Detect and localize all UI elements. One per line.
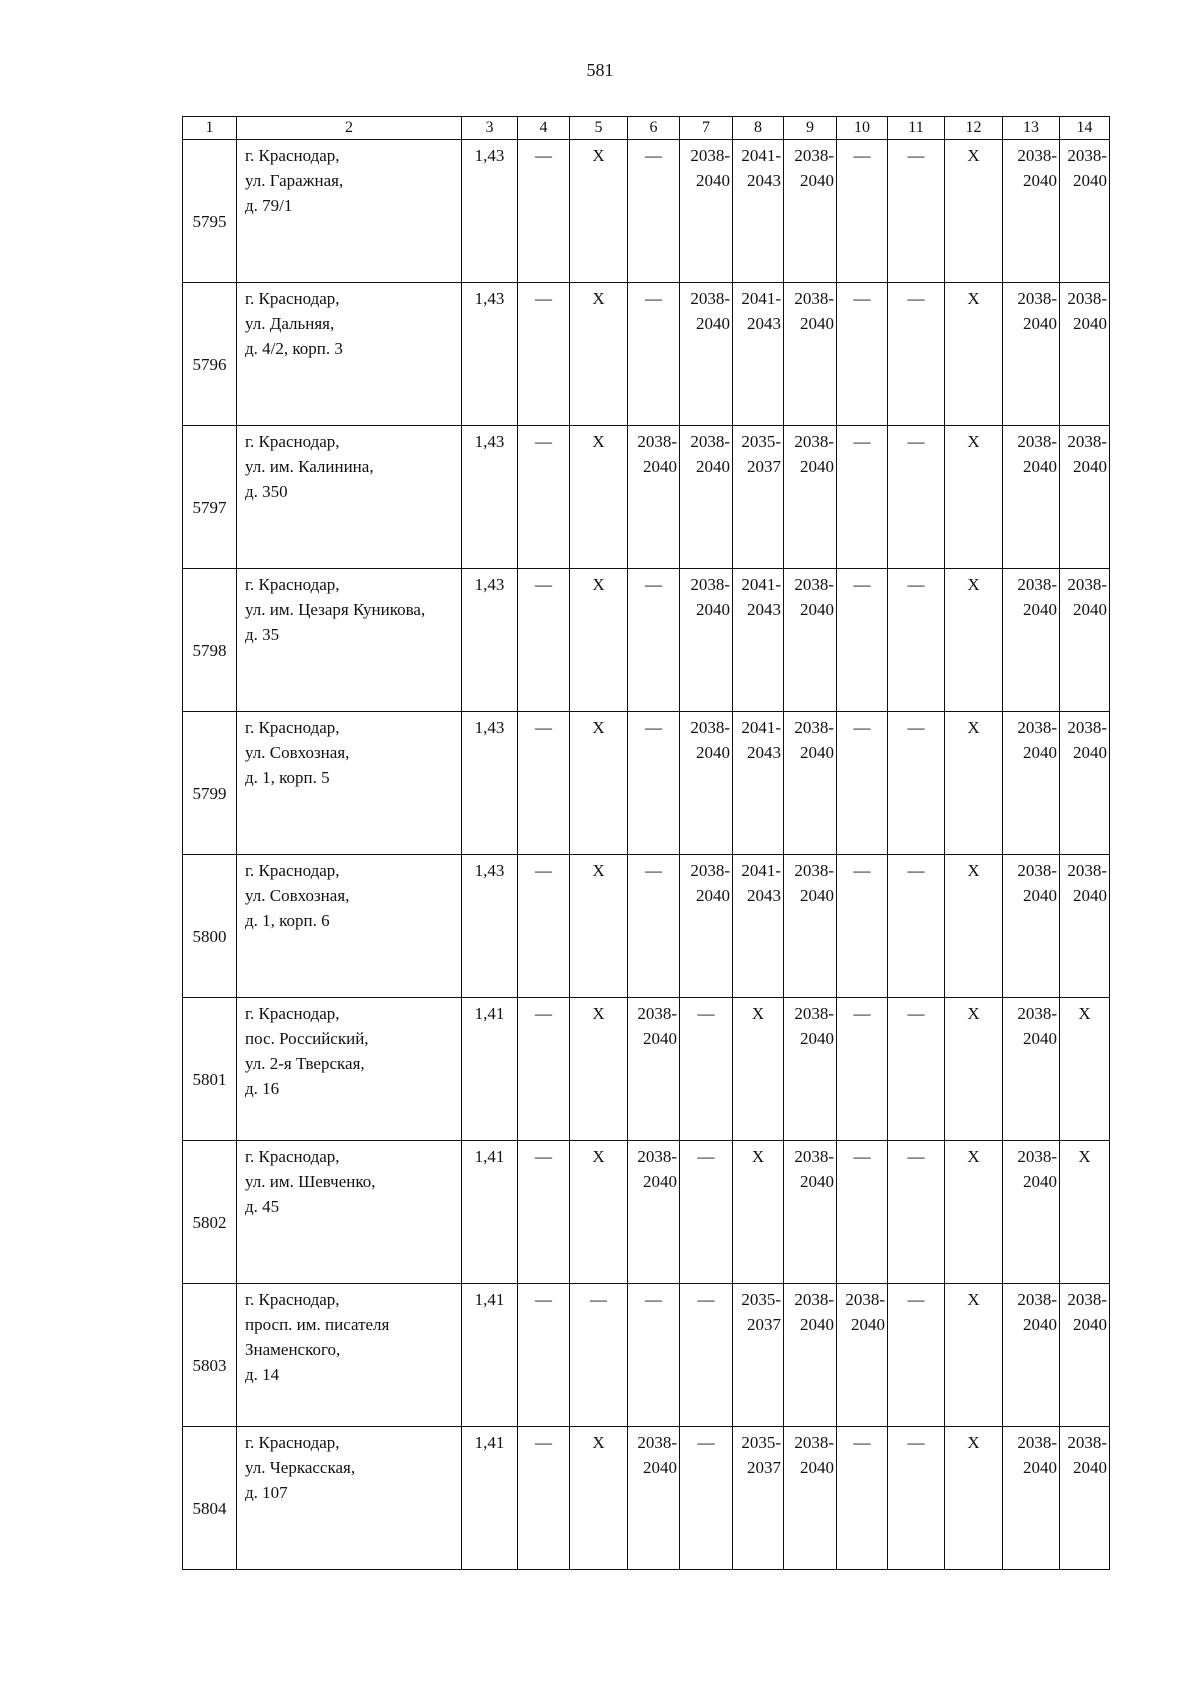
value-cell-c13 — [1003, 855, 1060, 998]
row-number: 5798 — [183, 569, 237, 712]
column-header: 1 — [183, 117, 237, 140]
address-cell — [237, 1141, 462, 1284]
value-cell-c8 — [733, 1284, 784, 1427]
value-cell-c13 — [1003, 569, 1060, 712]
period-line: 2038- — [1067, 146, 1107, 165]
value-cell-c14 — [1060, 1427, 1110, 1570]
period-line: 2038- — [1067, 289, 1107, 308]
value-cell-c10 — [837, 1284, 888, 1427]
value-cell-c11: — — [888, 1427, 945, 1570]
value-cell-c5: X — [570, 283, 628, 426]
value-cell-c13 — [1003, 1141, 1060, 1284]
row-number: 5799 — [183, 712, 237, 855]
address-line: д. 1, корп. 5 — [245, 768, 330, 787]
table-row — [183, 712, 1110, 855]
period-line: 2038- — [794, 289, 834, 308]
period-line: 2040 — [1073, 457, 1107, 476]
value-cell-c7: — — [680, 1141, 733, 1284]
value-cell-c8 — [733, 855, 784, 998]
period-line: 2040 — [1073, 743, 1107, 762]
value-cell-c13 — [1003, 998, 1060, 1141]
period-line: 2038- — [794, 1147, 834, 1166]
value-cell-c3: 1,43 — [462, 426, 518, 569]
period-line: 2041- — [741, 575, 781, 594]
value-cell-c9 — [784, 1284, 837, 1427]
period-line: 2038- — [1067, 861, 1107, 880]
value-cell-c13 — [1003, 1284, 1060, 1427]
column-header: 8 — [733, 117, 784, 140]
address-line: Знаменского, — [245, 1340, 341, 1359]
address-line: д. 16 — [245, 1079, 280, 1098]
value-cell-c3: 1,41 — [462, 998, 518, 1141]
value-cell-c4: — — [518, 1284, 570, 1427]
period-line: 2040 — [800, 1172, 834, 1191]
table-row — [183, 1427, 1110, 1570]
period-line: 2040 — [696, 171, 730, 190]
address-line: г. Краснодар, — [245, 861, 340, 880]
period-line: 2038- — [1017, 1004, 1057, 1023]
value-cell-c7 — [680, 569, 733, 712]
period-line: 2040 — [800, 600, 834, 619]
value-cell-c6 — [628, 426, 680, 569]
value-cell-c9 — [784, 1427, 837, 1570]
table-row — [183, 283, 1110, 426]
value-cell-c3: 1,43 — [462, 283, 518, 426]
period-line: 2040 — [1073, 171, 1107, 190]
value-cell-c5: X — [570, 712, 628, 855]
column-header: 2 — [237, 117, 462, 140]
table-row — [183, 855, 1110, 998]
address-line: д. 350 — [245, 482, 288, 501]
value-cell-c7 — [680, 283, 733, 426]
period-line: 2040 — [1023, 1029, 1057, 1048]
column-header: 7 — [680, 117, 733, 140]
value-cell-c3: 1,41 — [462, 1141, 518, 1284]
period-line: 2043 — [747, 314, 781, 333]
period-line: 2040 — [643, 1172, 677, 1191]
value-cell-c7: — — [680, 1284, 733, 1427]
value-cell-c7 — [680, 855, 733, 998]
period-line: 2040 — [696, 886, 730, 905]
address-line: г. Краснодар, — [245, 432, 340, 451]
address-line: г. Краснодар, — [245, 1147, 340, 1166]
row-number: 5801 — [183, 998, 237, 1141]
address-cell — [237, 998, 462, 1141]
address-cell — [237, 1284, 462, 1427]
value-cell-c11: — — [888, 283, 945, 426]
address-line: д. 14 — [245, 1365, 280, 1384]
period-line: 2040 — [800, 743, 834, 762]
register-table — [182, 116, 1110, 1570]
period-line: 2040 — [1023, 314, 1057, 333]
period-line: 2038- — [1017, 1433, 1057, 1452]
row-number: 5800 — [183, 855, 237, 998]
period-line: 2035- — [741, 1433, 781, 1452]
address-line: г. Краснодар, — [245, 289, 340, 308]
value-cell-c6: — — [628, 855, 680, 998]
period-line: 2040 — [800, 886, 834, 905]
value-cell-c14 — [1060, 283, 1110, 426]
value-cell-c12: X — [945, 1284, 1003, 1427]
period-line: 2038- — [1017, 1147, 1057, 1166]
value-cell-c6 — [628, 1141, 680, 1284]
value-cell-c6: — — [628, 1284, 680, 1427]
address-line: ул. Черкасская, — [245, 1458, 356, 1477]
page-number: 581 — [586, 60, 614, 80]
period-line: 2038- — [1017, 575, 1057, 594]
value-cell-c4: — — [518, 712, 570, 855]
value-cell-c10: — — [837, 569, 888, 712]
table-body — [183, 140, 1110, 1570]
address-line: г. Краснодар, — [245, 718, 340, 737]
value-cell-c5: X — [570, 426, 628, 569]
period-line: 2038- — [1067, 1433, 1107, 1452]
address-line: просп. им. писателя — [245, 1315, 390, 1334]
value-cell-c10: — — [837, 283, 888, 426]
value-cell-c14 — [1060, 855, 1110, 998]
value-cell-c4: — — [518, 1141, 570, 1284]
period-line: 2038- — [1017, 1290, 1057, 1309]
value-cell-c5: X — [570, 1427, 628, 1570]
value-cell-c12: X — [945, 569, 1003, 712]
period-line: 2038- — [794, 1433, 834, 1452]
value-cell-c4: — — [518, 569, 570, 712]
period-line: 2038- — [637, 1433, 677, 1452]
column-header: 14 — [1060, 117, 1110, 140]
period-line: 2043 — [747, 886, 781, 905]
value-cell-c4: — — [518, 426, 570, 569]
row-number: 5796 — [183, 283, 237, 426]
value-cell-c6: — — [628, 283, 680, 426]
value-cell-c3: 1,41 — [462, 1284, 518, 1427]
value-cell-c12: X — [945, 1427, 1003, 1570]
value-cell-c13 — [1003, 712, 1060, 855]
value-cell-c6: — — [628, 140, 680, 283]
period-line: 2041- — [741, 146, 781, 165]
value-cell-c9 — [784, 855, 837, 998]
row-number: 5797 — [183, 426, 237, 569]
address-line: ул. Совхозная, — [245, 743, 350, 762]
address-cell — [237, 1427, 462, 1570]
value-cell-c9 — [784, 569, 837, 712]
table-row — [183, 140, 1110, 283]
period-line: 2041- — [741, 861, 781, 880]
value-cell-c13 — [1003, 140, 1060, 283]
value-cell-c8 — [733, 712, 784, 855]
table-row — [183, 569, 1110, 712]
value-cell-c11: — — [888, 140, 945, 283]
period-line: 2038- — [1067, 718, 1107, 737]
period-line: 2040 — [643, 1029, 677, 1048]
period-line: 2041- — [741, 289, 781, 308]
address-line: г. Краснодар, — [245, 575, 340, 594]
column-header: 5 — [570, 117, 628, 140]
address-cell — [237, 712, 462, 855]
value-cell-c5: X — [570, 855, 628, 998]
value-cell-c9 — [784, 998, 837, 1141]
period-line: 2040 — [1073, 600, 1107, 619]
value-cell-c11: — — [888, 1141, 945, 1284]
value-cell-c11: — — [888, 998, 945, 1141]
value-cell-c12: X — [945, 712, 1003, 855]
period-line: 2038- — [794, 146, 834, 165]
value-cell-c10: — — [837, 140, 888, 283]
address-line: ул. им. Калинина, — [245, 457, 374, 476]
column-header: 13 — [1003, 117, 1060, 140]
value-cell-c9 — [784, 283, 837, 426]
address-line: д. 1, корп. 6 — [245, 911, 330, 930]
period-line: 2038- — [794, 575, 834, 594]
address-line: ул. Гаражная, — [245, 171, 344, 190]
period-line: 2040 — [800, 1029, 834, 1048]
value-cell-c6 — [628, 1427, 680, 1570]
period-line: 2040 — [696, 314, 730, 333]
period-line: 2040 — [1023, 457, 1057, 476]
period-line: 2040 — [800, 314, 834, 333]
value-cell-c7: — — [680, 998, 733, 1141]
address-cell — [237, 426, 462, 569]
value-cell-c9 — [784, 1141, 837, 1284]
address-line: д. 45 — [245, 1197, 280, 1216]
value-cell-c13 — [1003, 283, 1060, 426]
row-number: 5804 — [183, 1427, 237, 1570]
value-cell-c4: — — [518, 998, 570, 1141]
period-line: 2040 — [643, 1458, 677, 1477]
period-line: 2040 — [643, 457, 677, 476]
period-line: 2040 — [1023, 1172, 1057, 1191]
period-line: 2037 — [747, 1315, 781, 1334]
address-line: г. Краснодар, — [245, 1433, 340, 1452]
value-cell-c10: — — [837, 1427, 888, 1570]
value-cell-c3: 1,43 — [462, 569, 518, 712]
period-line: 2038- — [690, 575, 730, 594]
address-line: ул. им. Цезаря Куникова, — [245, 600, 426, 619]
address-line: ул. им. Шевченко, — [245, 1172, 376, 1191]
period-line: 2040 — [1023, 171, 1057, 190]
value-cell-c10: — — [837, 855, 888, 998]
value-cell-c5: — — [570, 1284, 628, 1427]
value-cell-c12: X — [945, 426, 1003, 569]
period-line: 2038- — [637, 1147, 677, 1166]
period-line: 2038- — [845, 1290, 885, 1309]
period-line: 2041- — [741, 718, 781, 737]
column-header: 9 — [784, 117, 837, 140]
value-cell-c12: X — [945, 1141, 1003, 1284]
value-cell-c8 — [733, 283, 784, 426]
period-line: 2040 — [1073, 314, 1107, 333]
column-header: 12 — [945, 117, 1003, 140]
period-line: 2040 — [1023, 1458, 1057, 1477]
row-number: 5803 — [183, 1284, 237, 1427]
period-line: 2040 — [1073, 886, 1107, 905]
table-row — [183, 1141, 1110, 1284]
table-row — [183, 1284, 1110, 1427]
address-line: д. 35 — [245, 625, 280, 644]
address-line: г. Краснодар, — [245, 1004, 340, 1023]
value-cell-c5: X — [570, 569, 628, 712]
value-cell-c14 — [1060, 140, 1110, 283]
value-cell-c3: 1,41 — [462, 1427, 518, 1570]
value-cell-c9 — [784, 712, 837, 855]
period-line: 2040 — [1073, 1458, 1107, 1477]
period-line: 2040 — [800, 457, 834, 476]
period-line: 2037 — [747, 457, 781, 476]
value-cell-c6: — — [628, 712, 680, 855]
period-line: 2038- — [637, 1004, 677, 1023]
period-line: 2038- — [794, 432, 834, 451]
address-cell — [237, 569, 462, 712]
period-line: 2038- — [690, 432, 730, 451]
period-line: 2038- — [794, 861, 834, 880]
period-line: 2038- — [794, 1290, 834, 1309]
value-cell-c11: — — [888, 712, 945, 855]
value-cell-c6 — [628, 998, 680, 1141]
period-line: 2038- — [794, 1004, 834, 1023]
period-line: 2043 — [747, 171, 781, 190]
value-cell-c11: — — [888, 1284, 945, 1427]
row-number: 5795 — [183, 140, 237, 283]
period-line: 2038- — [690, 718, 730, 737]
period-line: 2040 — [1073, 1315, 1107, 1334]
table-row — [183, 998, 1110, 1141]
value-cell-c3: 1,43 — [462, 140, 518, 283]
address-cell — [237, 855, 462, 998]
value-cell-c10: — — [837, 998, 888, 1141]
value-cell-c5: X — [570, 140, 628, 283]
period-line: 2035- — [741, 432, 781, 451]
value-cell-c5: X — [570, 998, 628, 1141]
period-line: 2038- — [1067, 575, 1107, 594]
value-cell-c11: — — [888, 426, 945, 569]
period-line: 2035- — [741, 1290, 781, 1309]
value-cell-c4: — — [518, 855, 570, 998]
address-line: г. Краснодар, — [245, 1290, 340, 1309]
value-cell-c5: X — [570, 1141, 628, 1284]
value-cell-c4: — — [518, 1427, 570, 1570]
period-line: 2043 — [747, 743, 781, 762]
value-cell-c8: X — [733, 1141, 784, 1284]
address-line: д. 107 — [245, 1483, 288, 1502]
value-cell-c11: — — [888, 855, 945, 998]
value-cell-c8 — [733, 569, 784, 712]
period-line: 2040 — [800, 1315, 834, 1334]
value-cell-c14 — [1060, 426, 1110, 569]
address-line: г. Краснодар, — [245, 146, 340, 165]
value-cell-c13 — [1003, 426, 1060, 569]
period-line: 2040 — [696, 457, 730, 476]
value-cell-c12: X — [945, 998, 1003, 1141]
period-line: 2038- — [1017, 146, 1057, 165]
period-line: 2038- — [1067, 1290, 1107, 1309]
address-line: д. 79/1 — [245, 196, 293, 215]
value-cell-c4: — — [518, 140, 570, 283]
address-cell — [237, 283, 462, 426]
column-header: 6 — [628, 117, 680, 140]
value-cell-c14 — [1060, 569, 1110, 712]
value-cell-c3: 1,43 — [462, 712, 518, 855]
value-cell-c14 — [1060, 1284, 1110, 1427]
period-line: 2038- — [1017, 289, 1057, 308]
period-line: 2040 — [696, 600, 730, 619]
column-header: 4 — [518, 117, 570, 140]
row-number: 5802 — [183, 1141, 237, 1284]
value-cell-c10: — — [837, 712, 888, 855]
period-line: 2040 — [1023, 743, 1057, 762]
value-cell-c8 — [733, 426, 784, 569]
period-line: 2040 — [1023, 886, 1057, 905]
value-cell-c9 — [784, 140, 837, 283]
period-line: 2040 — [1023, 1315, 1057, 1334]
value-cell-c4: — — [518, 283, 570, 426]
value-cell-c14: X — [1060, 998, 1110, 1141]
value-cell-c12: X — [945, 855, 1003, 998]
period-line: 2037 — [747, 1458, 781, 1477]
value-cell-c12: X — [945, 283, 1003, 426]
period-line: 2038- — [794, 718, 834, 737]
value-cell-c8: X — [733, 998, 784, 1141]
value-cell-c7: — — [680, 1427, 733, 1570]
period-line: 2038- — [690, 861, 730, 880]
period-line: 2040 — [696, 743, 730, 762]
period-line: 2043 — [747, 600, 781, 619]
period-line: 2038- — [1017, 718, 1057, 737]
value-cell-c8 — [733, 1427, 784, 1570]
value-cell-c8 — [733, 140, 784, 283]
period-line: 2038- — [1067, 432, 1107, 451]
value-cell-c9 — [784, 426, 837, 569]
address-line: ул. Совхозная, — [245, 886, 350, 905]
value-cell-c10: — — [837, 426, 888, 569]
header-row — [183, 117, 1110, 140]
period-line: 2038- — [690, 289, 730, 308]
period-line: 2038- — [1017, 432, 1057, 451]
value-cell-c7 — [680, 712, 733, 855]
value-cell-c7 — [680, 426, 733, 569]
column-header: 3 — [462, 117, 518, 140]
column-header: 11 — [888, 117, 945, 140]
value-cell-c14 — [1060, 712, 1110, 855]
column-header: 10 — [837, 117, 888, 140]
address-line: ул. Дальняя, — [245, 314, 335, 333]
value-cell-c12: X — [945, 140, 1003, 283]
table-row — [183, 426, 1110, 569]
address-cell — [237, 140, 462, 283]
value-cell-c6: — — [628, 569, 680, 712]
period-line: 2038- — [637, 432, 677, 451]
period-line: 2040 — [800, 171, 834, 190]
value-cell-c3: 1,43 — [462, 855, 518, 998]
value-cell-c10: — — [837, 1141, 888, 1284]
period-line: 2038- — [690, 146, 730, 165]
value-cell-c13 — [1003, 1427, 1060, 1570]
value-cell-c7 — [680, 140, 733, 283]
period-line: 2040 — [800, 1458, 834, 1477]
address-line: д. 4/2, корп. 3 — [245, 339, 343, 358]
period-line: 2038- — [1017, 861, 1057, 880]
address-line: ул. 2-я Тверская, — [245, 1054, 365, 1073]
address-line: пос. Российский, — [245, 1029, 369, 1048]
period-line: 2040 — [851, 1315, 885, 1334]
period-line: 2040 — [1023, 600, 1057, 619]
value-cell-c14: X — [1060, 1141, 1110, 1284]
value-cell-c11: — — [888, 569, 945, 712]
